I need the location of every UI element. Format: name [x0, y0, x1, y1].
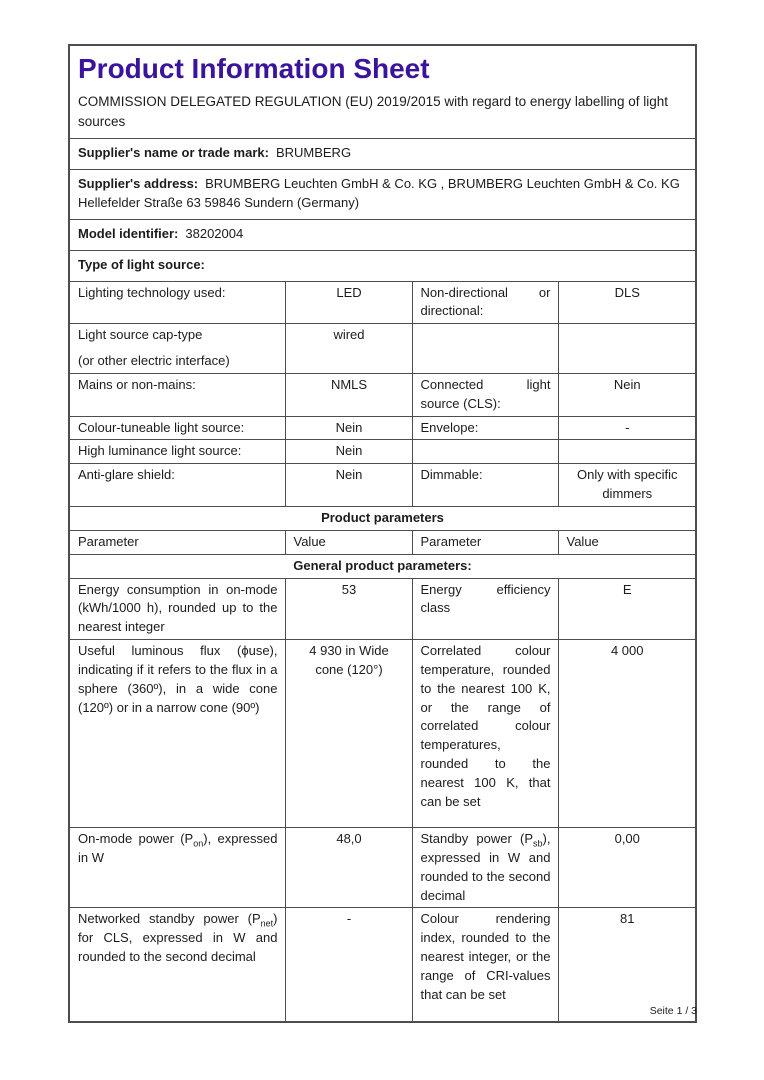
model-identifier-row — [70, 219, 695, 250]
column-header: Parameter — [70, 531, 285, 554]
model-identifier-label: Model identifier: — [78, 225, 179, 241]
parameter-cell — [412, 324, 558, 374]
value-cell: E — [558, 579, 695, 640]
page-number-footer: Seite 1 / 3 — [649, 1005, 697, 1017]
table-row — [70, 828, 695, 908]
table-row — [70, 464, 695, 506]
subscript: sb — [533, 838, 543, 849]
parameter-cell: Standby power $(P_{sb})$, expressed in W and rounded to the second decimal — [412, 828, 558, 908]
parameter-cell: Useful luminous flux (ϕuse), indicating if it refers to the flux in a sphere (360º), in a wide cone (120º) or in a narrow cone (90º) — [70, 640, 285, 828]
value-cell: Nein — [285, 464, 412, 506]
parameter-cell: Colour-tuneable light source: — [70, 416, 285, 440]
value-cell: Nein — [558, 373, 695, 416]
table-row — [70, 416, 695, 440]
column-header: Value — [285, 531, 412, 554]
table-row — [70, 282, 695, 324]
cap-type-line1: Light source cap-type — [78, 327, 203, 343]
column-header-table-wrap — [70, 530, 695, 554]
regulation-subtitle: COMMISSION DELEGATED REGULATION (EU) 2019/2015 with regard to energy labelling of light sources — [78, 94, 668, 129]
parameter-cell: Envelope: — [412, 416, 558, 440]
subscript: net — [260, 919, 274, 929]
general-parameters-table — [70, 579, 695, 1021]
parameter-cell: Connected light source (CLS): — [412, 373, 558, 416]
value-cell: NMLS — [285, 373, 412, 416]
table-header-row — [70, 531, 695, 554]
value-cell: wired — [285, 324, 412, 374]
parameter-cell: Energy efficiency class — [412, 579, 558, 640]
model-identifier-value: 38202004 — [185, 225, 244, 241]
parameter-cell: Energy consumption in on-mode (kWh/1000 h), rounded up to the nearest integer — [70, 579, 285, 640]
table-row — [70, 579, 695, 640]
supplier-name-row — [70, 138, 695, 169]
parameter-cell: High luminance light source: — [70, 440, 285, 464]
parameter-cell: Mains or non-mains: — [70, 373, 285, 416]
value-cell: 4 000 — [558, 640, 695, 828]
parameter-cell: Dimmable: — [412, 464, 558, 506]
value-cell: Nein — [285, 440, 412, 464]
page-title: Product Information Sheet — [78, 53, 430, 84]
cap-type-line2: (or other electric interface) — [78, 353, 230, 369]
title-block — [70, 46, 695, 138]
product-information-sheet — [68, 44, 697, 1023]
table-row — [70, 440, 695, 464]
parameter-cell — [412, 440, 558, 464]
value-cell — [558, 324, 695, 374]
parameter-cell: Networked standby power $(P_{net})$ for CLS, expressed in W and rounded to the second decimal — [70, 908, 285, 1021]
product-parameters-heading: Product parameters — [70, 506, 695, 530]
value-cell: LED — [285, 282, 412, 324]
subscript: on — [193, 838, 204, 849]
parameter-cell: Anti-glare shield: — [70, 464, 285, 506]
supplier-address-row — [70, 169, 695, 219]
parameter-cell: On-mode power $(P_{on})$, expressed in W — [70, 828, 285, 908]
table-row — [70, 640, 695, 828]
supplier-name-label: Supplier's name or trade mark: — [78, 145, 269, 161]
value-cell: 0,00 — [558, 828, 695, 908]
value-cell: 53 — [285, 579, 412, 640]
value-cell: - — [558, 416, 695, 440]
type-spec-table-wrap — [70, 281, 695, 506]
supplier-address-label: Supplier's address: — [78, 176, 199, 192]
supplier-name-value: BRUMBERG — [275, 145, 352, 161]
type-of-light-source-label: Type of light source: — [78, 256, 205, 272]
table-row — [70, 324, 695, 374]
parameter-cell: Colour rendering index, rounded to the nearest integer, or the range of CRI-values that can be set — [412, 908, 558, 1021]
value-cell: 48,0 — [285, 828, 412, 908]
type-spec-table — [70, 282, 695, 506]
value-cell: - — [285, 908, 412, 1021]
column-header: Value — [558, 531, 695, 554]
value-cell: 81 — [558, 908, 695, 1021]
supplier-address-value: BRUMBERG Leuchten GmbH & Co. KG , BRUMBERG Leuchten GmbH & Co. KG Hellefelder Straße 63 59846 Sundern (Germany) — [78, 176, 680, 210]
type-of-light-source-row — [70, 250, 695, 281]
value-cell: Only with specific dimmers — [558, 464, 695, 506]
general-parameters-table-wrap — [70, 578, 695, 1021]
general-product-parameters-heading: General product parameters: — [70, 554, 695, 578]
value-cell — [558, 440, 695, 464]
table-row — [70, 373, 695, 416]
parameter-cell: Lighting technology used: — [70, 282, 285, 324]
column-header: Parameter — [412, 531, 558, 554]
value-cell: Nein — [285, 416, 412, 440]
value-cell: DLS — [558, 282, 695, 324]
parameter-cell — [70, 324, 285, 374]
column-header-table — [70, 531, 695, 554]
parameter-cell: Correlated colour temperature, rounded to the nearest 100 K, or the range of correlated colour temperatures, rounded to the nearest 100 K, that can be set — [412, 640, 558, 828]
value-cell: 4 930 in Wide cone (120°) — [285, 640, 412, 828]
parameter-cell: Non-directional or directional: — [412, 282, 558, 324]
